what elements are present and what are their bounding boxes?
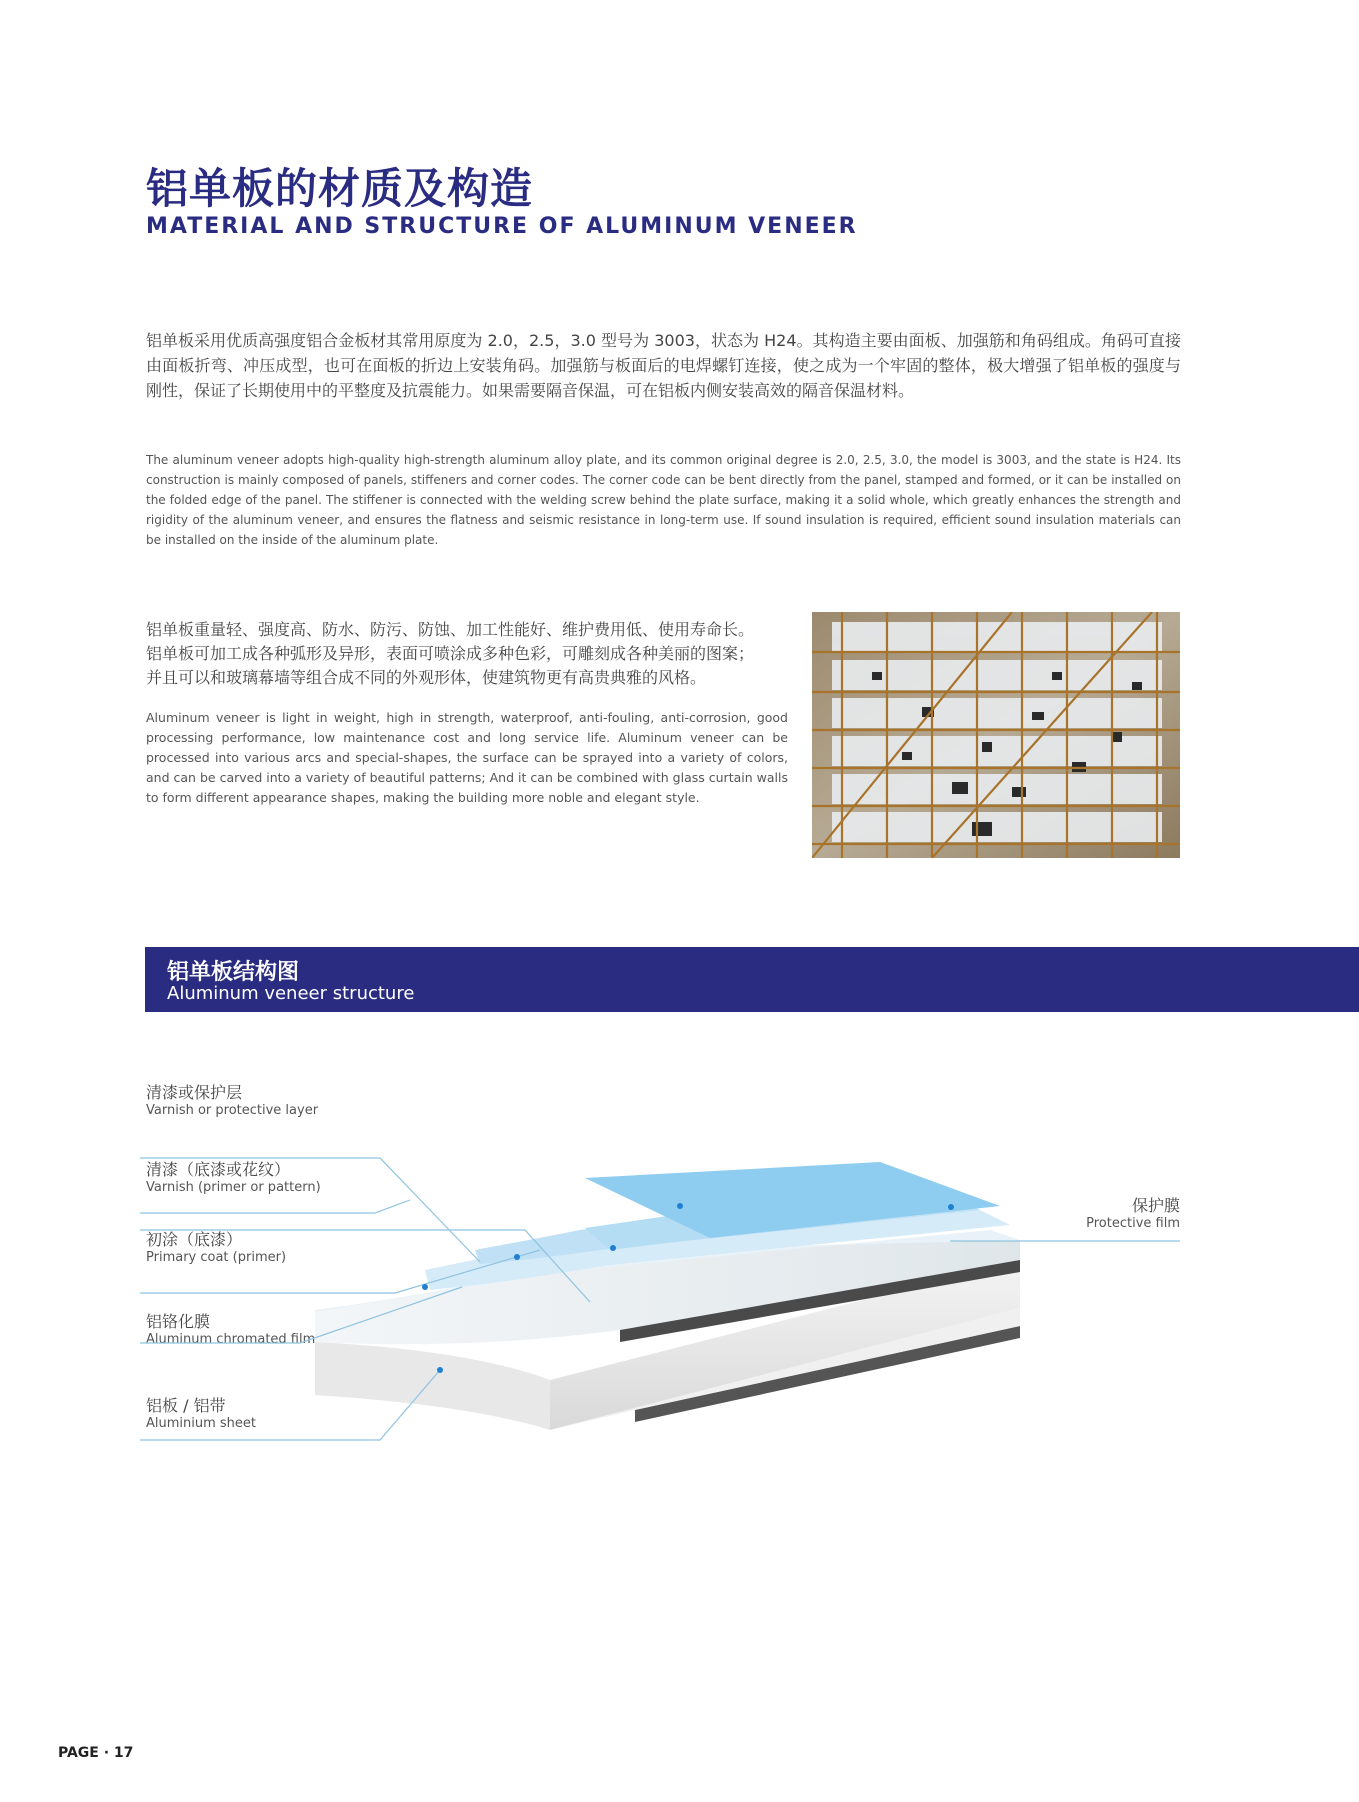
page-title-en: MATERIAL AND STRUCTURE OF ALUMINUM VENEER [146,214,858,239]
page-number: PAGE · 17 [58,1745,134,1761]
features-cn-line: 铝单板重量轻、强度高、防水、防污、防蚀、加工性能好、维护费用低、使用寿命长。 [146,620,755,639]
layer-label-cn: 铝板 / 铝带 [146,1396,226,1415]
page-title-cn: 铝单板的材质及构造 [146,164,534,213]
callout-dot [422,1284,428,1290]
structure-title-en: Aluminum veneer structure [167,983,415,1004]
layer-label-cn: 初涂（底漆） [146,1230,243,1249]
sheet-left-face [315,1342,550,1430]
layer-label-en: Aluminium sheet [146,1416,257,1431]
callout-dot [514,1254,520,1260]
features-cn-line: 铝单板可加工成各种弧形及异形，表面可喷涂成多种色彩，可雕刻成各种美丽的图案； [146,644,755,663]
layer-label-cn: 清漆（底漆或花纹） [146,1160,291,1179]
layer-label-cn: 清漆或保护层 [146,1083,243,1102]
features-paragraph-en: Aluminum veneer is light in weight, high in strength, waterproof, anti-fouling, anti-corrosion, good processing performance, low maintenance cost and long service life. Aluminum veneer can be processed into various arcs and special-shapes, the surface can be sprayed into a variety of colors, and can be carved into a variety of beautiful patterns; And it can be combined with glass curtain walls to form different appearance shapes, making the building more noble and elegant style. [146,710,788,805]
structure-diagram [140,1050,1220,1470]
structure-banner [145,947,1359,1012]
layer-label-cn: 铝铬化膜 [146,1312,211,1331]
intro-paragraph-cn: 铝单板采用优质高强度铝合金板材其常用原度为 2.0，2.5，3.0 型号为 3003，状态为 H24。其构造主要由面板、加强筋和角码组成。角码可直接由面板折弯、冲压成型，也可在面板的折边上安装角码。加强筋与板面后的电焊螺钉连接，使之成为一个牢固的整体，极大增强了铝单板的强度与刚性，保证了长期使用中的平整度及抗震能力。如果需要隔音保温，可在铝板内侧安装高效的隔音保温材料。 [146,331,1181,400]
callout-dot [948,1204,954,1210]
layer-label-en: Protective film [1086,1216,1180,1231]
construction-photo [812,612,1180,858]
layer-label-en: Varnish or protective layer [146,1103,319,1118]
layer-label-en: Varnish (primer or pattern) [146,1180,321,1195]
callout-dot [677,1203,683,1209]
features-cn [146,618,776,690]
layer-label-en: Aluminum chromated film [146,1332,316,1347]
structure-title-cn: 铝单板结构图 [167,960,300,985]
layer-label-en: Primary coat (primer) [146,1250,287,1265]
callout-dot [437,1367,443,1373]
intro-paragraph-en: The aluminum veneer adopts high-quality high-strength aluminum alloy plate, and its common original degree is 2.0, 2.5, 3.0, the model is 3003, and the state is H24. Its construction is mainly composed of panels, stiffeners and corner codes. The corner code can be bent directly from the panel, stamped and formed, or it can be installed on the folded edge of the panel. The stiffener is connected with the welding screw behind the plate surface, making it a solid whole, which greatly enhances the strength and rigidity of the aluminum veneer, and ensures the flatness and seismic resistance in long-term use. If sound insulation is required, efficient sound insulation materials can be installed on the inside of the aluminum plate. [146,453,1181,547]
layer-label-cn: 保护膜 [1131,1196,1180,1215]
leader-line [140,1158,480,1262]
features-cn-line: 并且可以和玻璃幕墙等组合成不同的外观形体，使建筑物更有高贵典雅的风格。 [146,668,707,687]
callout-dot [610,1245,616,1251]
leader-line [140,1200,410,1213]
